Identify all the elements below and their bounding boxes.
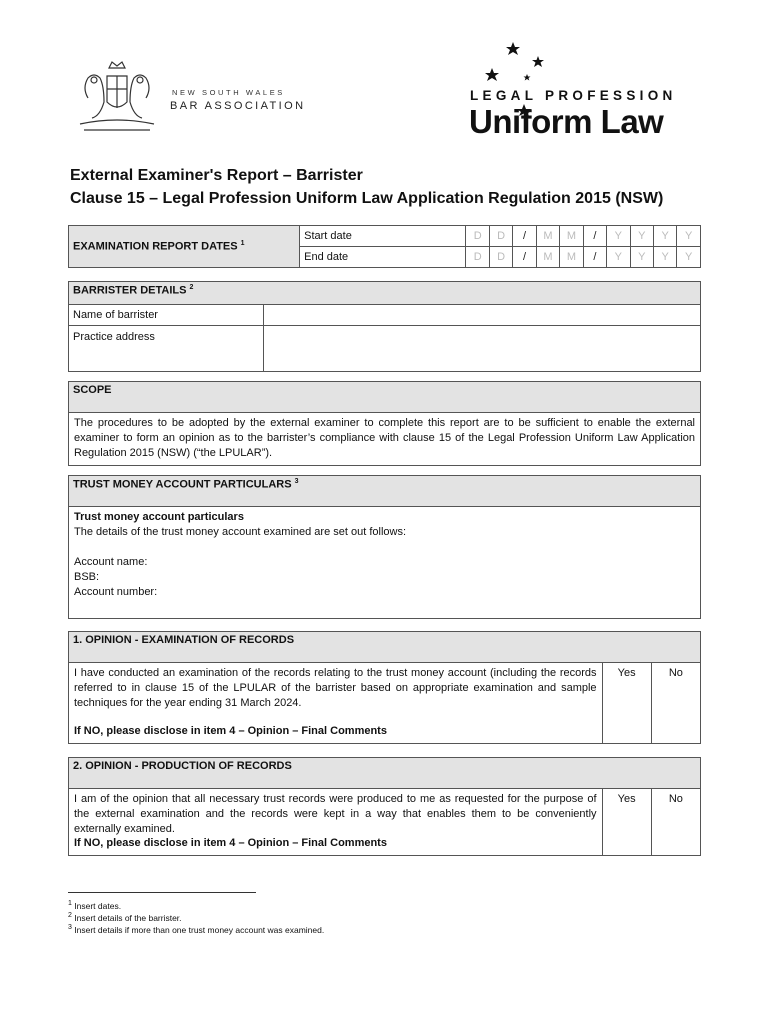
footnote-2 [68,912,182,923]
start-month-2[interactable]: M [560,226,583,247]
uniform-law-text: Uniform Law [469,103,664,140]
end-year-2[interactable]: Y [630,247,653,268]
opinion1-yes[interactable]: Yes [602,663,651,744]
opinion2-note: If NO, please disclose in item 4 – Opinion – Final Comments [74,837,387,849]
dates-label-cell [69,226,300,268]
practice-address-label: Practice address [69,326,264,372]
footnote-1-text: Insert dates. [74,900,122,911]
end-day-1[interactable]: D [466,247,489,268]
trust-heading-sup: 3 [294,478,299,485]
start-sep-2: / [583,226,606,247]
barrister-heading-sup: 2 [189,284,194,291]
opinion2-no[interactable]: No [651,789,700,856]
scope-table [68,381,701,466]
start-year-2[interactable]: Y [630,226,653,247]
end-month-2[interactable]: M [560,247,583,268]
end-day-2[interactable]: D [489,247,512,268]
footnote-2-num: 2 [68,912,72,919]
opinion2-text: I am of the opinion that all necessary trust records were produced to me as requested for the purpose of the external examination and the records were kept in a way that enables them to be conveniently externally examined. [74,793,597,835]
dates-label: EXAMINATION REPORT DATES [73,240,238,253]
opinion-examination-table [68,631,701,744]
start-year-1[interactable]: Y [607,226,630,247]
legal-profession-text: LEGAL PROFESSION [470,88,677,103]
dates-label-sup: 1 [240,240,245,248]
trust-heading [69,476,701,507]
examination-dates-table [68,225,701,268]
scope-heading: SCOPE [69,382,701,413]
footnote-3-text: Insert details if more than one trust money account was examined. [74,924,325,935]
footnote-1-num: 1 [68,900,72,907]
opinion-production-table [68,757,701,856]
start-date-label: Start date [300,226,466,247]
start-day-2[interactable]: D [489,226,512,247]
start-sep-1: / [513,226,536,247]
trust-heading-text: TRUST MONEY ACCOUNT PARTICULARS [73,478,292,491]
opinion1-heading: 1. OPINION - EXAMINATION OF RECORDS [69,632,701,663]
barrister-details-table [68,281,701,372]
end-year-4[interactable]: Y [677,247,701,268]
footnote-divider [68,892,256,893]
name-of-barrister-field[interactable] [264,305,701,326]
footnote-1 [68,900,121,911]
trust-intro: The details of the trust money account examined are set out follows: [74,526,407,538]
report-subtitle: Clause 15 – Legal Profession Uniform Law Application Regulation 2015 (NSW) [70,190,664,207]
start-year-3[interactable]: Y [653,226,676,247]
end-date-label: End date [300,247,466,268]
start-month-1[interactable]: M [536,226,559,247]
bsb-label: BSB: [74,571,100,583]
name-of-barrister-label: Name of barrister [69,305,264,326]
barrister-details-heading [69,282,701,305]
opinion1-text: I have conducted an examination of the records relating to the trust money account (including the records referred to in clause 15 of the LPULAR of the barrister based on appropriate examination and sample techniques for the year ending 31 March 2024. [74,667,597,709]
account-number-label: Account number: [74,586,158,598]
bar-association-text: BAR ASSOCIATION [170,100,306,112]
footnote-3 [68,924,324,935]
opinion1-body [69,663,603,744]
barrister-heading-text: BARRISTER DETAILS [73,284,187,297]
trust-account-table [68,475,701,619]
bar-association-crest-logo [74,58,160,134]
opinion1-no[interactable]: No [651,663,700,744]
end-year-1[interactable]: Y [607,247,630,268]
end-year-3[interactable]: Y [653,247,676,268]
nsw-text: NEW SOUTH WALES [172,88,285,97]
account-name-label: Account name: [74,556,148,568]
end-sep-1: / [513,247,536,268]
opinion2-yes[interactable]: Yes [602,789,651,856]
opinion1-note: If NO, please disclose in item 4 – Opinion – Final Comments [74,725,387,737]
end-month-1[interactable]: M [536,247,559,268]
start-day-1[interactable]: D [466,226,489,247]
footnote-2-text: Insert details of the barrister. [74,912,182,923]
footnote-3-num: 3 [68,924,72,931]
start-year-4[interactable]: Y [677,226,701,247]
practice-address-field[interactable] [264,326,701,372]
trust-details-cell[interactable] [69,507,701,619]
opinion2-heading: 2. OPINION - PRODUCTION OF RECORDS [69,758,701,789]
report-title: External Examiner's Report – Barrister [70,167,363,184]
scope-text: The procedures to be adopted by the external examiner to complete this report are to be sufficient to enable the external examiner to form an opinion as to the barrister’s compliance with clause 15 of the Legal Profession Uniform Law Application Regulation 2015 (NSW) (“the LPULAR”). [69,413,701,466]
end-sep-2: / [583,247,606,268]
trust-subheading: Trust money account particulars [74,511,244,523]
opinion2-body [69,789,603,856]
